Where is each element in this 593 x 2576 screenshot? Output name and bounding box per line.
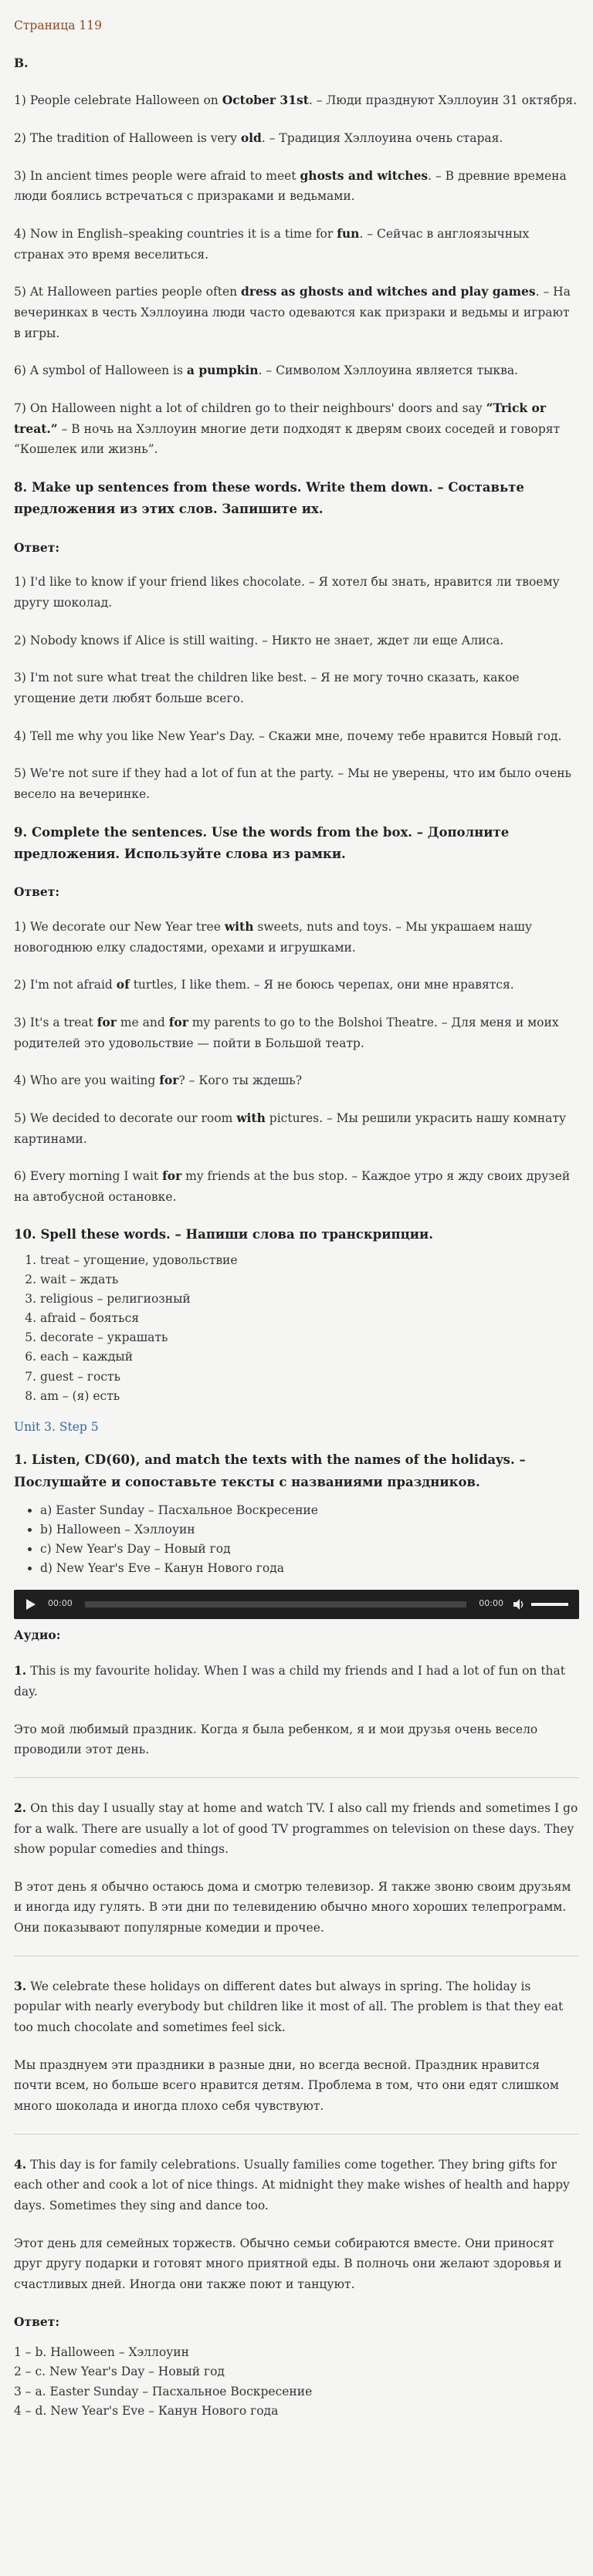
audio-player [14, 1590, 579, 1619]
answer-label: Ответ: [14, 539, 60, 555]
list-item: • d) New Year's Eve – Канун Нового года [40, 1559, 579, 1578]
answer-line: 3 – a. Easter Sunday – Пасхальное Воскресение [14, 2384, 313, 2399]
exercise-10-heading: 10. Spell these words. – Напиши слова по транскрипции. [14, 1227, 434, 1242]
unit-link[interactable]: Unit 3. Step 5 [14, 1419, 99, 1434]
answer-label: Ответ: [14, 884, 60, 900]
page-link[interactable]: Страница 119 [14, 19, 102, 32]
current-time: 00:00 [48, 1598, 73, 1609]
ex9-answer: 2) I'm not afraid of turtles, I like them. – Я не боюсь черепах, они мне нравятся. [14, 977, 514, 992]
text-en: 2. On this day I usually stay at home and watch TV. I also call my friends and sometimes I go for a walk. There are usually a lot of good TV programmes on television on these days. They show popular comedies and things. [14, 1800, 578, 1857]
progress-bar[interactable] [85, 1601, 467, 1607]
list-item: • a) Easter Sunday – Пасхальное Воскресение [40, 1501, 579, 1520]
b-item: 4) Now in English–speaking countries it is a time for fun. – Сейчас в англоязычных странах это время веселиться. [14, 225, 530, 262]
b-item: 1) People celebrate Halloween on October 31st. – Люди празднуют Хэллоуин 31 октября. [14, 93, 578, 108]
list-item: • c) New Year's Day – Новый год [40, 1540, 579, 1559]
b-item: 6) A symbol of Halloween is a pumpkin. – Символом Хэллоуина является тыква. [14, 363, 519, 378]
b-item: 7) On Halloween night a lot of children go to their neighbours' doors and say “Trick or treat.” – В ночь на Хэллоуин многие дети подходят к дверям своих соседей и говорят “Кошелек или жизнь”. [14, 400, 561, 457]
volume-icon[interactable] [513, 1598, 525, 1611]
exercise-1-heading: 1. Listen, CD(60), and match the texts with the names of the holidays. – Послушайте и сопоставьте тексты с названиями праздников. [14, 1452, 526, 1489]
answer-line: 4 – d. New Year's Eve – Канун Нового года [14, 2403, 279, 2418]
ex9-answer: 3) It's a treat for me and for my parents to go to the Bolshoi Theatre. – Для меня и моих родителей это удовольствие — пойти в Большой театр. [14, 1014, 559, 1050]
duration-time: 00:00 [479, 1598, 503, 1609]
text-ru: В этот день я обычно остаюсь дома и смотрю телевизор. Я также звоню своим друзьям и иногда иду гулять. В эти дни по телевидению обычно много хороших телепрограмм. Они показывают популярные комедии и прочее. [14, 1879, 571, 1935]
b-item: 2) The tradition of Halloween is very old. – Традиция Хэллоуина очень старая. [14, 130, 503, 145]
exercise-9-heading: 9. Complete the sentences. Use the words from the box. – Дополните предложения. Используйте слова из рамки. [14, 824, 510, 861]
ex9-answer: 4) Who are you waiting for? – Кого ты ждешь? [14, 1073, 303, 1088]
exercise-8-heading: 8. Make up sentences from these words. Write them down. – Составьте предложения из этих слов. Запишите их. [14, 479, 524, 517]
b-item: 3) In ancient times people were afraid to meet ghosts and witches. – В древние времена люди боялись встречаться с призраками и ведьмами. [14, 167, 567, 204]
text-ru: Мы празднуем эти праздники в разные дни, но всегда весной. Праздник нравится почти всем, но больше всего нравится детям. Проблема в том, что они едят слишком много шоколада и иногда плохо себя чувствуют. [14, 2057, 559, 2114]
answer-label: Ответ: [14, 2314, 60, 2329]
audio-label: Аудио: [14, 1627, 61, 1642]
section-b-items [14, 90, 579, 460]
play-icon[interactable] [25, 1598, 37, 1611]
list-item: 6. each – каждый [40, 1347, 579, 1367]
ex9-answer: 1) We decorate our New Year tree with sweets, nuts and toys. – Мы украшаем нашу новогоднюю елку сладостями, орехами и игрушками. [14, 918, 532, 955]
holiday-options [14, 1501, 579, 1578]
spelling-list [14, 1251, 579, 1406]
divider [14, 2134, 579, 2135]
final-answers [14, 2343, 579, 2420]
text-ru: Это мой любимый праздник. Когда я была ребенком, я и мои друзья очень весело проводили этот день. [14, 1722, 538, 1757]
ex9-answer: 6) Every morning I wait for my friends at the bus stop. – Каждое утро я жду своих друзей на автобусной остановке. [14, 1168, 571, 1204]
text-en: 4. This day is for family celebrations. Usually families come together. They bring gifts for each other and cook a lot of nice things. At midnight they make wishes of health and happy days. Sometimes they sing and dance too. [14, 2156, 570, 2213]
text-ru: Этот день для семейных торжеств. Обычно семьи собираются вместе. Они приносят друг другу подарки и готовят много приятной еды. В полночь они желают здоровья и счастливых дней. Иногда они также поют и танцуют. [14, 2236, 562, 2291]
b-item: 5) At Halloween parties people often dress as ghosts and witches and play games. – На вечеринках в честь Хэллоуина люди часто одеваются как призраки и ведьмы и играют в игры. [14, 284, 571, 340]
ex9-answer: 5) We decided to decorate our room with pictures. – Мы решили украсить нашу комнату картинами. [14, 1110, 567, 1146]
ex8-answer: 4) Tell me why you like New Year's Day. – Скажи мне, почему тебе нравится Новый год. [14, 729, 562, 743]
ex8-answer: 3) I'm not sure what treat the children like best. – Я не могу точно сказать, какое угощение дети любят больше всего. [14, 671, 520, 705]
list-item: 1. treat – угощение, удовольствие [40, 1251, 579, 1270]
list-item: • b) Halloween – Хэллоуин [40, 1520, 579, 1540]
volume-slider[interactable] [531, 1603, 568, 1606]
ex8-answer: 2) Nobody knows if Alice is still waiting. – Никто не знает, ждет ли еще Алиса. [14, 633, 504, 647]
list-item: 3. religious – религиозный [40, 1290, 579, 1309]
list-item: 8. am – (я) есть [40, 1387, 579, 1406]
list-item: 2. wait – ждать [40, 1270, 579, 1290]
section-b-heading: B. [14, 55, 29, 70]
list-item: 5. decorate – украшать [40, 1328, 579, 1347]
answer-line: 2 – c. New Year's Day – Новый год [14, 2365, 225, 2379]
answer-line: 1 – b. Halloween – Хэллоуин [14, 2345, 189, 2360]
text-en: 3. We celebrate these holidays on different dates but always in spring. The holiday is popular with nearly everybody but children like it most of all. The problem is that they eat too much chocolate and sometimes feel sick. [14, 1978, 564, 2035]
list-item: 7. guest – гость [40, 1367, 579, 1387]
text-en: 1. This is my favourite holiday. When I was a child my friends and I had a lot of fun on that day. [14, 1663, 566, 1699]
ex8-answer: 1) I'd like to know if your friend likes chocolate. – Я хотел бы знать, нравится ли твоему другу шоколад. [14, 575, 560, 610]
divider [14, 1777, 579, 1778]
ex8-answer: 5) We're not sure if they had a lot of fun at the party. – Мы не уверены, что им было очень весело на вечеринке. [14, 766, 571, 801]
list-item: 4. afraid – бояться [40, 1309, 579, 1328]
